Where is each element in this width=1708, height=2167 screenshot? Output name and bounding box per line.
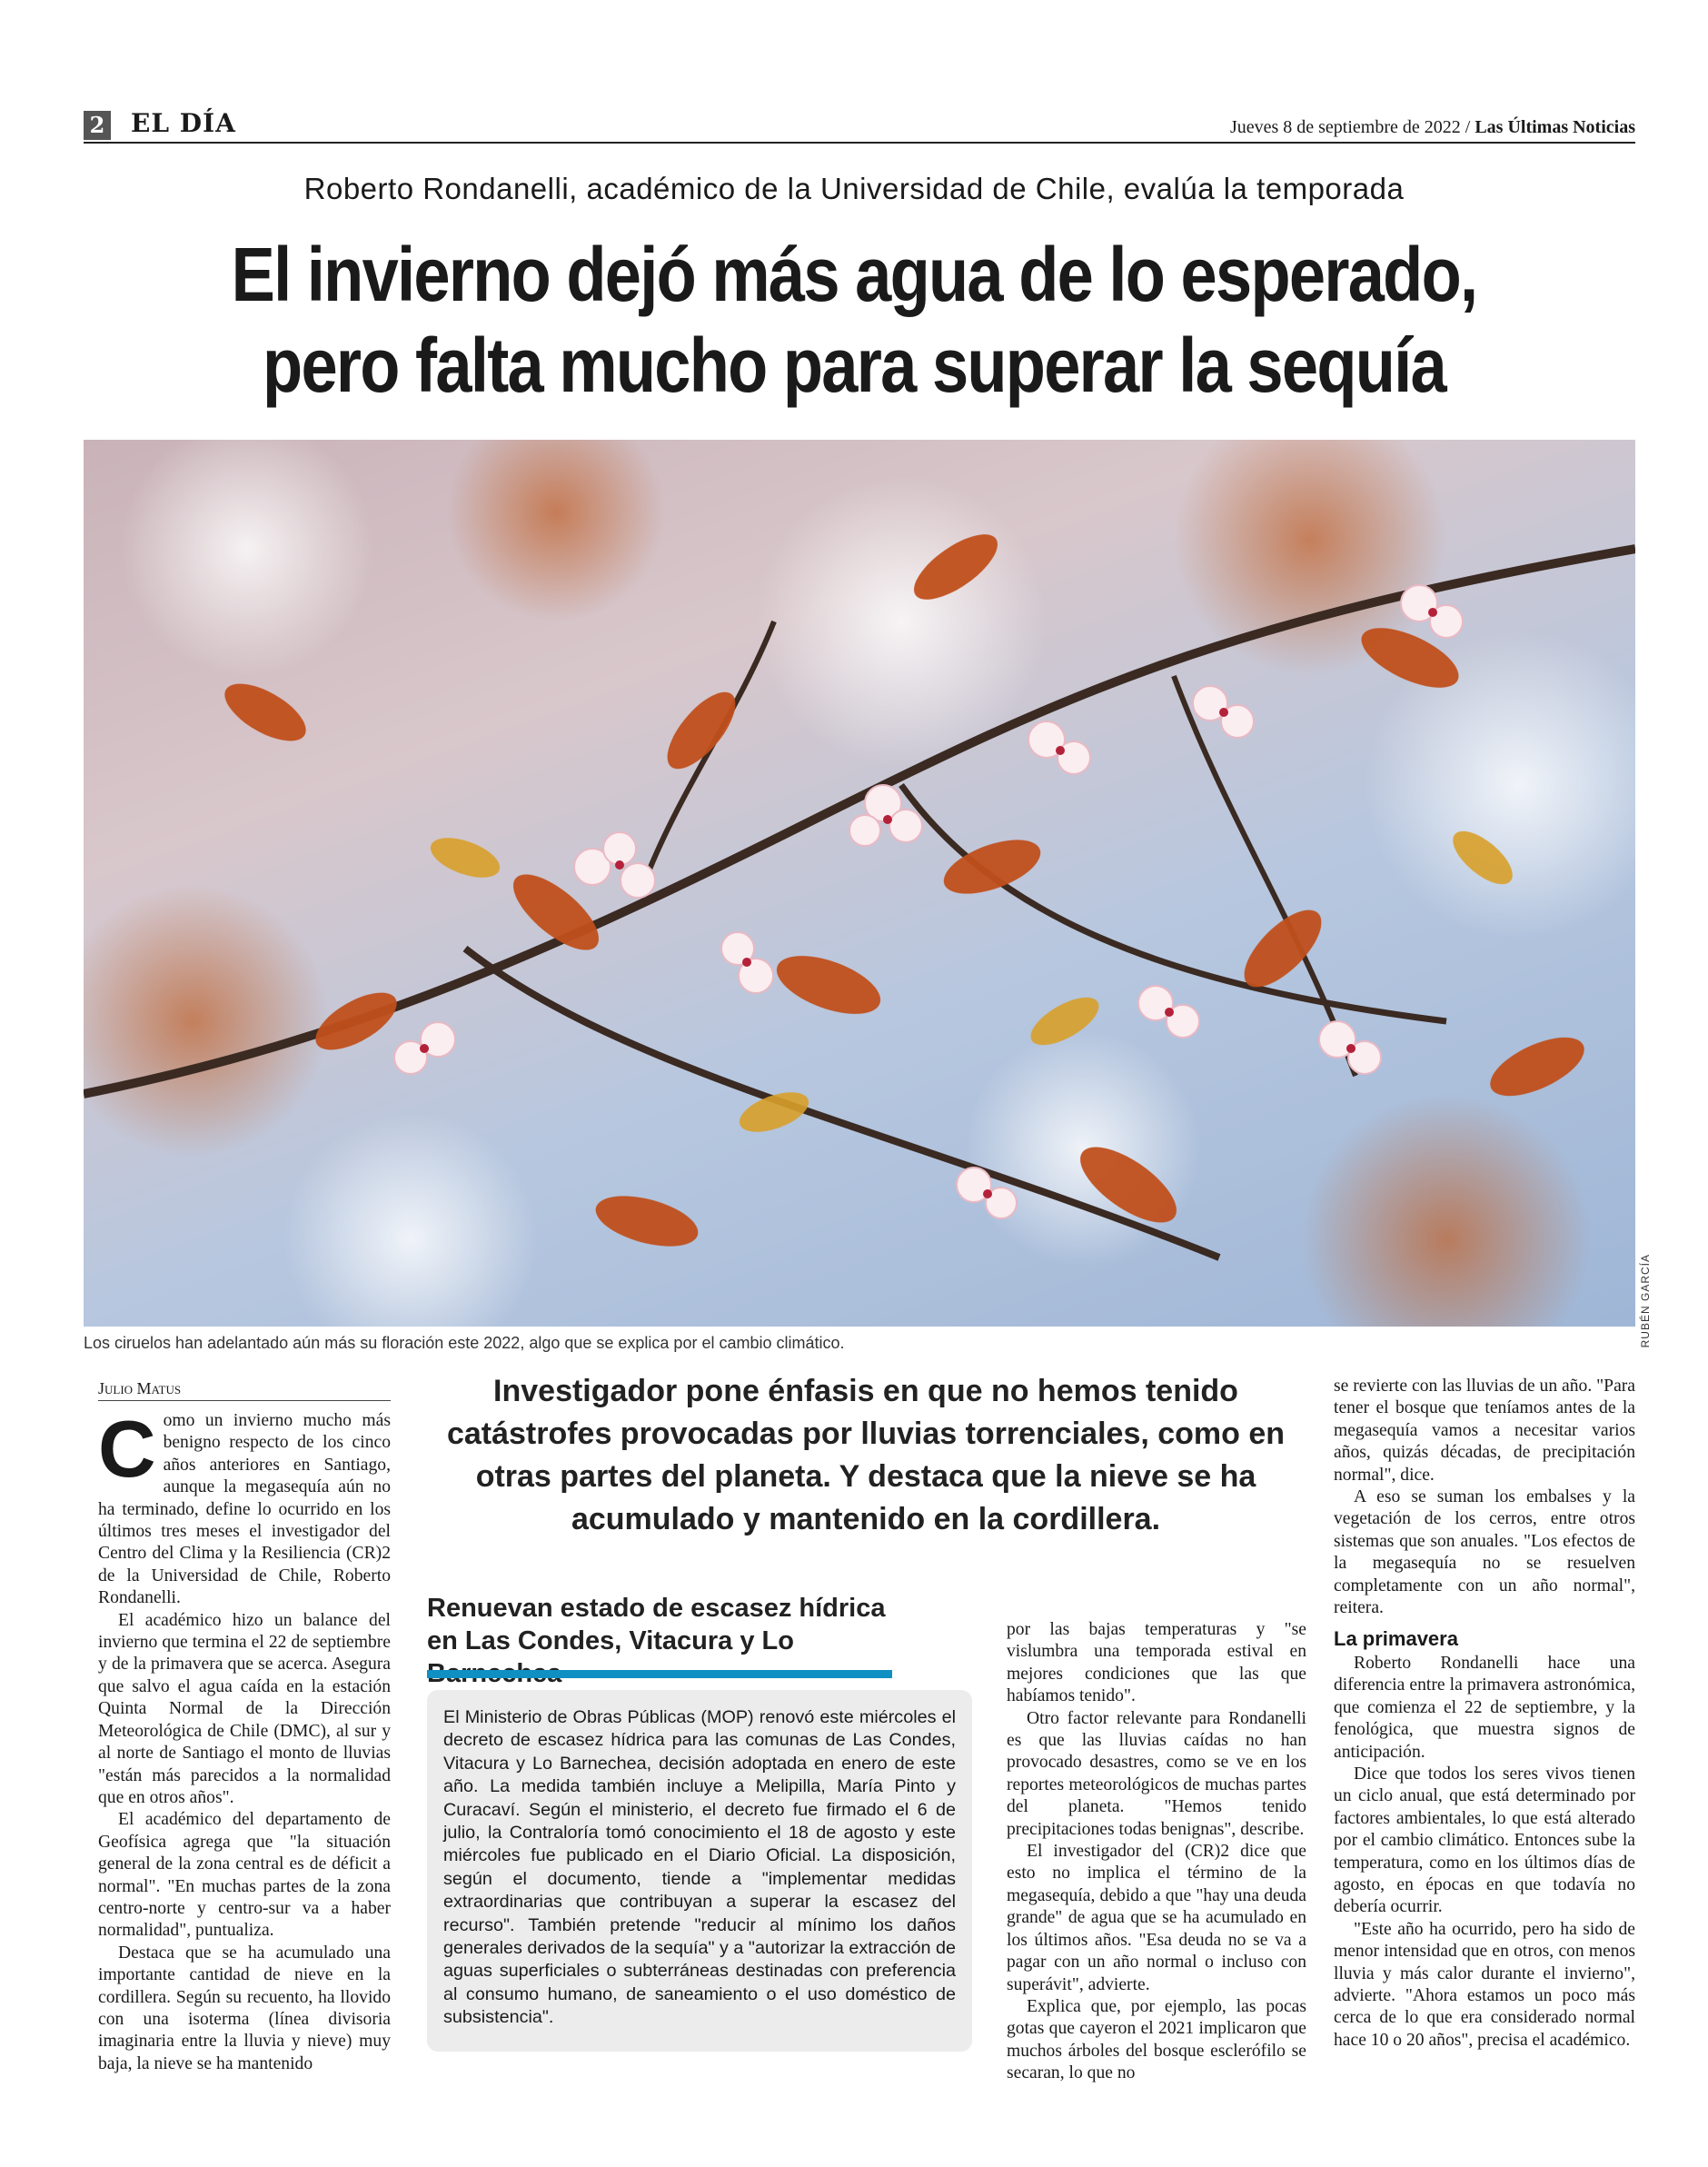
sidebar-title: Renuevan estado de escasez hídrica en Las Condes, Vitacura y Lo bbox=[427, 1594, 886, 1655]
paragraph bbox=[98, 1404, 391, 1610]
blossom-illustration bbox=[84, 440, 1635, 1327]
byline: Julio Matus bbox=[98, 1379, 391, 1401]
newspaper-name: Las Últimas Noticias bbox=[1475, 117, 1635, 137]
page-header bbox=[84, 107, 1635, 144]
kicker: Roberto Rondanelli, académico de la Universidad de Chile, evalúa la temporada bbox=[303, 172, 1405, 205]
column-3 bbox=[1007, 1619, 1306, 2085]
date: Jueves 8 de septiembre de 2022 / bbox=[1229, 117, 1475, 137]
photo-credit: RUBÉN GARCÍA bbox=[1639, 1254, 1652, 1348]
paragraph: Roberto Rondanelli hace una diferencia entre la primavera astronómica, que comienza el 22 de septiembre, y la fenológica, que muestra signos de anticipación. bbox=[1334, 1653, 1635, 1762]
paragraph: Explica que, por ejemplo, las pocas gotas que cayeron el 2021 implicaron que muchos árboles del bosque esclerófilo se secaran, lo que no bbox=[1007, 1996, 1306, 2083]
headline-line-1: El invierno dejó más agua de lo esperado, bbox=[231, 232, 1477, 317]
paragraph-text: omo un invierno mucho más benigno respecto de los cinco años anteriores en Santiago, aunque la megasequía aún no ha terminado, define lo ocurrido en los últimos tres meses el investigador del Centro del Clima y la Resiliencia (CR)2 de la Universidad de Chile, Roberto Rondanelli. bbox=[98, 1411, 391, 1608]
headline-line-2: pero falta mucho para superar la sequía bbox=[263, 323, 1445, 408]
paragraph: "Este año ha ocurrido, pero ha sido de menor intensidad que en otros, con menos lluvia y más calor durante el invierno", advierte. "Ahora estamos un poco más cerca de lo que era considerado normal hace 10 o 20 años", precisa el académico. bbox=[1334, 1919, 1635, 2050]
paragraph: Otro factor relevante para Rondanelli es que las lluvias caídas no han provocado desastres, como se ve en los reportes meteorológicos de muchas partes del planeta. "Hemos tenido precipitaciones todas benignas", describe. bbox=[1007, 1708, 1306, 1839]
sidebar-rule bbox=[427, 1670, 892, 1678]
paragraph: Dice que todos los seres vivos tienen un ciclo anual, que está determinado por factores ambientales, lo que está alterado por el cambio climático. Entonces sube la temperatura, como en los últimos días de agosto, en épocas en que todavía no debería ocurrir. bbox=[1334, 1764, 1635, 1917]
paragraph: Destaca que se ha acumulado una importante cantidad de nieve en la cordillera. Según su recuento, ha llovido con una isoterma (línea divisoria imaginaria entre la lluvia y nieve) muy baja, la nieve se ha mantenido bbox=[98, 1943, 391, 2073]
drop-cap: C bbox=[98, 1404, 156, 1494]
paragraph: se revierte con las lluvias de un año. "Para tener el bosque que teníamos antes de la megasequía vamos a necesitar varios años, quizás décadas, de precipitación normal", dice. bbox=[1334, 1377, 1635, 1485]
headline bbox=[120, 229, 1589, 411]
pull-quote: Investigador pone énfasis en que no hemos tenido catástrofes provocadas por lluvias torrenciales, como en otras partes del planeta. Y destaca que la nieve se ha acumulado y mantenido en la cordillera. bbox=[446, 1374, 1286, 1536]
paragraph: por las bajas temperaturas y "se vislumbra una temporada estival en mejores condiciones que las que habíamos tenido". bbox=[1007, 1620, 1306, 1706]
column-4 bbox=[1334, 1376, 1635, 2052]
paragraph: El investigador del (CR)2 dice que esto no implica el término de la megasequía, debido a que "hay una deuda grande" de agua que se ha acumulado en los últimos años. "Esa deuda no se va a pagar con un año normal o incluso con superávit", advierte. bbox=[1007, 1842, 1306, 1994]
sidebar-text: El Ministerio de Obras Públicas (MOP) renovó este miércoles el decreto de escasez hídrica para las comunas de Las Condes, Vitacura y Lo Barnechea, decisión adoptada en enero de este año. La medida también incluye a Melipilla, María Pinto y Curacaví. Según el ministerio, el decreto fue firmado el 6 de julio, la Contraloría tomó conocimiento el 18 de agosto y este miércoles fue publicado en el Diario Oficial. La disposición, según el documento, tiende a "implementar medidas extraordinarias que contribuyan a superar la escasez del recurso". También pretende "reducir al mínimo los daños generales derivados de la sequía" y a "autorizar la extracción de aguas superficiales o subterráneas destinadas con preferencia al consumo humano, de saneamiento o el uso doméstico de subsistencia". bbox=[443, 1707, 956, 2028]
section-title: EL DÍA bbox=[131, 108, 236, 138]
column-1 bbox=[98, 1404, 391, 2075]
paragraph: A eso se suman los embalses y la vegetación de los cerros, entre otros sistemas que son anuales. "Los efectos de la megasequía no se resuelven completamente con un año normal", reitera. bbox=[1334, 1487, 1635, 1618]
page-number: 2 bbox=[84, 111, 111, 140]
subheading: La primavera bbox=[1334, 1627, 1458, 1651]
paragraph: El académico hizo un balance del invierno que termina el 22 de septiembre y de la primavera que se acerca. Asegura que salvo el agua caída en la estación Quinta Normal de la Dirección Meteorológica de Chile (DMC), al sur y al norte de Santiago el monto de lluvias "están más parecidos a la normalidad que en otros años". bbox=[98, 1610, 391, 1807]
blossom-photo bbox=[84, 440, 1635, 1327]
paragraph: El académico del departamento de Geofísica agrega que "la situación general de la zona central es de déficit a normal". "En muchas partes de la zona centro-norte y centro-sur va a haber normalidad", puntualiza. bbox=[98, 1810, 391, 1941]
photo-caption: Los ciruelos han adelantado aún más su floración este 2022, algo que se explica por el cambio climático. bbox=[84, 1334, 845, 1352]
dateline bbox=[1230, 116, 1635, 138]
